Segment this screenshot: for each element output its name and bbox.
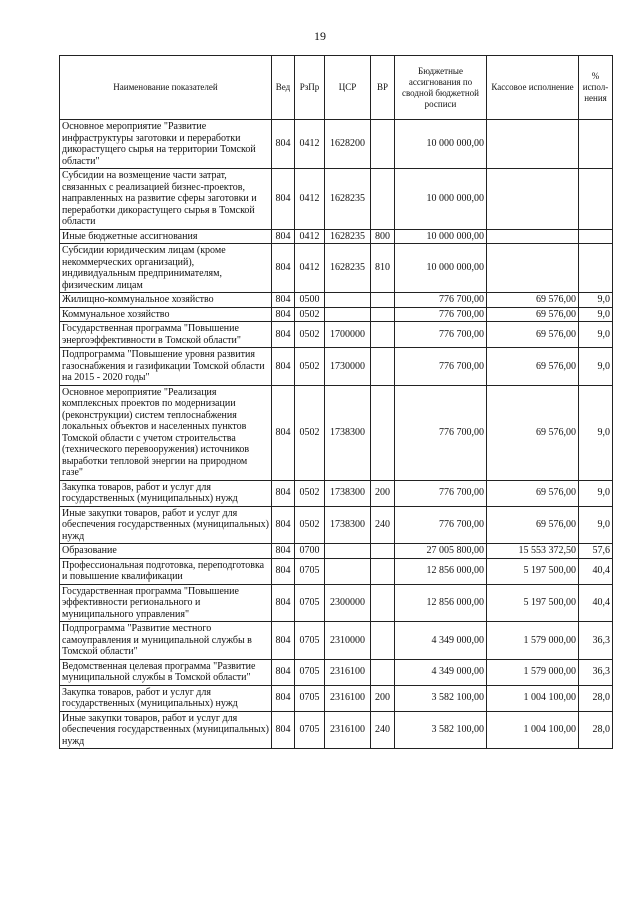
cell-pct — [579, 229, 613, 244]
cell-pct: 28,0 — [579, 685, 613, 711]
cell-budget: 3 582 100,00 — [395, 711, 487, 749]
header-row — [60, 56, 613, 120]
cell-ved: 804 — [272, 480, 295, 506]
cell-budget: 10 000 000,00 — [395, 169, 487, 230]
cell-name: Закупка товаров, работ и услуг для государственных (муниципальных) нужд — [60, 480, 272, 506]
cell-budget: 12 856 000,00 — [395, 558, 487, 584]
cell-pct: 9,0 — [579, 506, 613, 544]
cell-name: Иные закупки товаров, работ и услуг для обеспечения государственных (муниципальных) нужд — [60, 506, 272, 544]
budget-execution-table — [59, 55, 613, 749]
cell-name: Основное мероприятие "Реализация комплексных проектов по модернизации (реконструкции) систем теплоснабжения локальных объектов и населенных пунктов Томской области с учетом строительства (технического перевооружения) источников выработки тепловой энергии на природном газе" — [60, 385, 272, 480]
cell-rzpr: 0412 — [295, 244, 325, 293]
cell-pct: 9,0 — [579, 385, 613, 480]
page-number: 19 — [314, 29, 326, 43]
cell-rzpr: 0502 — [295, 322, 325, 348]
cell-csr: 2316100 — [325, 685, 371, 711]
table-row — [60, 169, 613, 230]
cell-ved: 804 — [272, 558, 295, 584]
cell-csr: 1738300 — [325, 480, 371, 506]
cell-budget: 776 700,00 — [395, 385, 487, 480]
cell-ved: 804 — [272, 584, 295, 622]
cell-budget: 776 700,00 — [395, 480, 487, 506]
cell-vr — [371, 348, 395, 386]
cell-vr: 240 — [371, 506, 395, 544]
cell-vr: 800 — [371, 229, 395, 244]
cell-rzpr: 0705 — [295, 584, 325, 622]
cell-vr — [371, 659, 395, 685]
cell-name: Иные закупки товаров, работ и услуг для обеспечения государственных (муниципальных) нужд — [60, 711, 272, 749]
table-row — [60, 506, 613, 544]
header-vr: ВР — [371, 56, 395, 120]
cell-rzpr: 0502 — [295, 480, 325, 506]
cell-budget: 776 700,00 — [395, 322, 487, 348]
cell-vr: 240 — [371, 711, 395, 749]
cell-csr: 2316100 — [325, 711, 371, 749]
cell-rzpr: 0705 — [295, 711, 325, 749]
cell-cash — [487, 169, 579, 230]
cell-ved: 804 — [272, 169, 295, 230]
cell-pct: 40,4 — [579, 584, 613, 622]
cell-pct: 9,0 — [579, 307, 613, 322]
cell-cash — [487, 120, 579, 169]
table-body — [60, 120, 613, 749]
cell-vr — [371, 558, 395, 584]
cell-csr: 1730000 — [325, 348, 371, 386]
cell-budget: 4 349 000,00 — [395, 659, 487, 685]
cell-vr: 200 — [371, 480, 395, 506]
cell-rzpr: 0502 — [295, 385, 325, 480]
table-row — [60, 229, 613, 244]
cell-cash: 15 553 372,50 — [487, 544, 579, 559]
cell-budget: 776 700,00 — [395, 348, 487, 386]
cell-name: Подпрограмма "Развитие местного самоуправления и муниципальной службы в Томской области" — [60, 622, 272, 660]
table-row — [60, 558, 613, 584]
cell-name: Подпрограмма "Повышение уровня развития газоснабжения и газификации Томской области на 2015 - 2020 годы" — [60, 348, 272, 386]
cell-budget: 4 349 000,00 — [395, 622, 487, 660]
cell-vr — [371, 120, 395, 169]
cell-cash: 69 576,00 — [487, 293, 579, 308]
cell-rzpr: 0412 — [295, 120, 325, 169]
cell-vr — [371, 293, 395, 308]
cell-cash: 1 004 100,00 — [487, 711, 579, 749]
cell-pct: 9,0 — [579, 293, 613, 308]
cell-ved: 804 — [272, 348, 295, 386]
cell-budget: 776 700,00 — [395, 506, 487, 544]
cell-cash: 5 197 500,00 — [487, 558, 579, 584]
cell-pct: 28,0 — [579, 711, 613, 749]
table-row — [60, 120, 613, 169]
table-row — [60, 293, 613, 308]
cell-csr — [325, 293, 371, 308]
cell-cash: 5 197 500,00 — [487, 584, 579, 622]
cell-vr: 200 — [371, 685, 395, 711]
cell-pct: 36,3 — [579, 622, 613, 660]
cell-name: Закупка товаров, работ и услуг для государственных (муниципальных) нужд — [60, 685, 272, 711]
cell-cash — [487, 244, 579, 293]
cell-csr: 1738300 — [325, 506, 371, 544]
cell-cash: 69 576,00 — [487, 480, 579, 506]
cell-csr: 1738300 — [325, 385, 371, 480]
cell-vr — [371, 385, 395, 480]
cell-csr: 2310000 — [325, 622, 371, 660]
cell-pct: 9,0 — [579, 322, 613, 348]
cell-cash: 69 576,00 — [487, 307, 579, 322]
header-name: Наименование показателей — [60, 56, 272, 120]
cell-csr — [325, 558, 371, 584]
cell-rzpr: 0705 — [295, 558, 325, 584]
cell-vr: 810 — [371, 244, 395, 293]
cell-name: Коммунальное хозяйство — [60, 307, 272, 322]
cell-name: Государственная программа "Повышение эффективности регионального и муниципального управления" — [60, 584, 272, 622]
table-row — [60, 322, 613, 348]
cell-ved: 804 — [272, 659, 295, 685]
table-row — [60, 544, 613, 559]
header-budget: Бюджетные ассигнования по сводной бюджетной росписи — [395, 56, 487, 120]
cell-csr: 1628235 — [325, 244, 371, 293]
cell-rzpr: 0502 — [295, 506, 325, 544]
cell-budget: 10 000 000,00 — [395, 120, 487, 169]
cell-vr — [371, 544, 395, 559]
cell-pct: 9,0 — [579, 480, 613, 506]
cell-rzpr: 0705 — [295, 685, 325, 711]
cell-csr: 2316100 — [325, 659, 371, 685]
table-row — [60, 348, 613, 386]
cell-rzpr: 0412 — [295, 169, 325, 230]
cell-vr — [371, 622, 395, 660]
cell-pct — [579, 244, 613, 293]
cell-ved: 804 — [272, 685, 295, 711]
cell-vr — [371, 584, 395, 622]
cell-ved: 804 — [272, 711, 295, 749]
cell-name: Жилищно-коммунальное хозяйство — [60, 293, 272, 308]
header-rzpr: РзПр — [295, 56, 325, 120]
cell-ved: 804 — [272, 244, 295, 293]
cell-name: Профессиональная подготовка, переподготовка и повышение квалификации — [60, 558, 272, 584]
cell-budget: 10 000 000,00 — [395, 229, 487, 244]
cell-csr — [325, 307, 371, 322]
cell-ved: 804 — [272, 293, 295, 308]
cell-rzpr: 0500 — [295, 293, 325, 308]
cell-name: Государственная программа "Повышение энергоэффективности в Томской области" — [60, 322, 272, 348]
cell-budget: 776 700,00 — [395, 307, 487, 322]
header-ved: Вед — [272, 56, 295, 120]
cell-pct — [579, 120, 613, 169]
cell-rzpr: 0705 — [295, 659, 325, 685]
cell-rzpr: 0502 — [295, 348, 325, 386]
cell-cash: 1 004 100,00 — [487, 685, 579, 711]
cell-rzpr: 0502 — [295, 307, 325, 322]
cell-ved: 804 — [272, 229, 295, 244]
cell-vr — [371, 169, 395, 230]
cell-rzpr: 0412 — [295, 229, 325, 244]
cell-pct — [579, 169, 613, 230]
cell-rzpr: 0705 — [295, 622, 325, 660]
cell-name: Иные бюджетные ассигнования — [60, 229, 272, 244]
table-row — [60, 307, 613, 322]
cell-ved: 804 — [272, 322, 295, 348]
cell-csr: 2300000 — [325, 584, 371, 622]
cell-budget: 3 582 100,00 — [395, 685, 487, 711]
cell-ved: 804 — [272, 544, 295, 559]
cell-name: Субсидии на возмещение части затрат, связанных с реализацией бизнес-проектов, направленных на развитие сферы заготовки и переработки дикорастущего сырья в Томской области — [60, 169, 272, 230]
table-row — [60, 711, 613, 749]
cell-csr: 1628235 — [325, 229, 371, 244]
cell-ved: 804 — [272, 120, 295, 169]
cell-ved: 804 — [272, 622, 295, 660]
table-row — [60, 480, 613, 506]
cell-pct: 57,6 — [579, 544, 613, 559]
cell-name: Образование — [60, 544, 272, 559]
cell-csr: 1700000 — [325, 322, 371, 348]
table-row — [60, 244, 613, 293]
cell-ved: 804 — [272, 307, 295, 322]
cell-budget: 776 700,00 — [395, 293, 487, 308]
cell-pct: 9,0 — [579, 348, 613, 386]
cell-pct: 40,4 — [579, 558, 613, 584]
cell-pct: 36,3 — [579, 659, 613, 685]
cell-cash: 69 576,00 — [487, 322, 579, 348]
table-row — [60, 685, 613, 711]
cell-rzpr: 0700 — [295, 544, 325, 559]
cell-csr: 1628200 — [325, 120, 371, 169]
table-row — [60, 584, 613, 622]
header-pct: % испол-нения — [579, 56, 613, 120]
table-row — [60, 385, 613, 480]
cell-cash: 69 576,00 — [487, 506, 579, 544]
cell-name: Субсидии юридическим лицам (кроме некоммерческих организаций), индивидуальным предпринимателям, физическим лицам — [60, 244, 272, 293]
table-row — [60, 622, 613, 660]
header-csr: ЦСР — [325, 56, 371, 120]
cell-cash: 69 576,00 — [487, 385, 579, 480]
cell-cash: 69 576,00 — [487, 348, 579, 386]
cell-ved: 804 — [272, 506, 295, 544]
cell-vr — [371, 307, 395, 322]
cell-csr — [325, 544, 371, 559]
cell-name: Основное мероприятие "Развитие инфраструктуры заготовки и переработки дикорастущего сырья на территории Томской области" — [60, 120, 272, 169]
cell-name: Ведомственная целевая программа "Развитие муниципальной службы в Томской области" — [60, 659, 272, 685]
header-cash: Кассовое исполнение — [487, 56, 579, 120]
cell-budget: 10 000 000,00 — [395, 244, 487, 293]
cell-ved: 804 — [272, 385, 295, 480]
table-row — [60, 659, 613, 685]
cell-cash — [487, 229, 579, 244]
cell-budget: 27 005 800,00 — [395, 544, 487, 559]
cell-csr: 1628235 — [325, 169, 371, 230]
cell-cash: 1 579 000,00 — [487, 622, 579, 660]
cell-cash: 1 579 000,00 — [487, 659, 579, 685]
cell-budget: 12 856 000,00 — [395, 584, 487, 622]
cell-vr — [371, 322, 395, 348]
